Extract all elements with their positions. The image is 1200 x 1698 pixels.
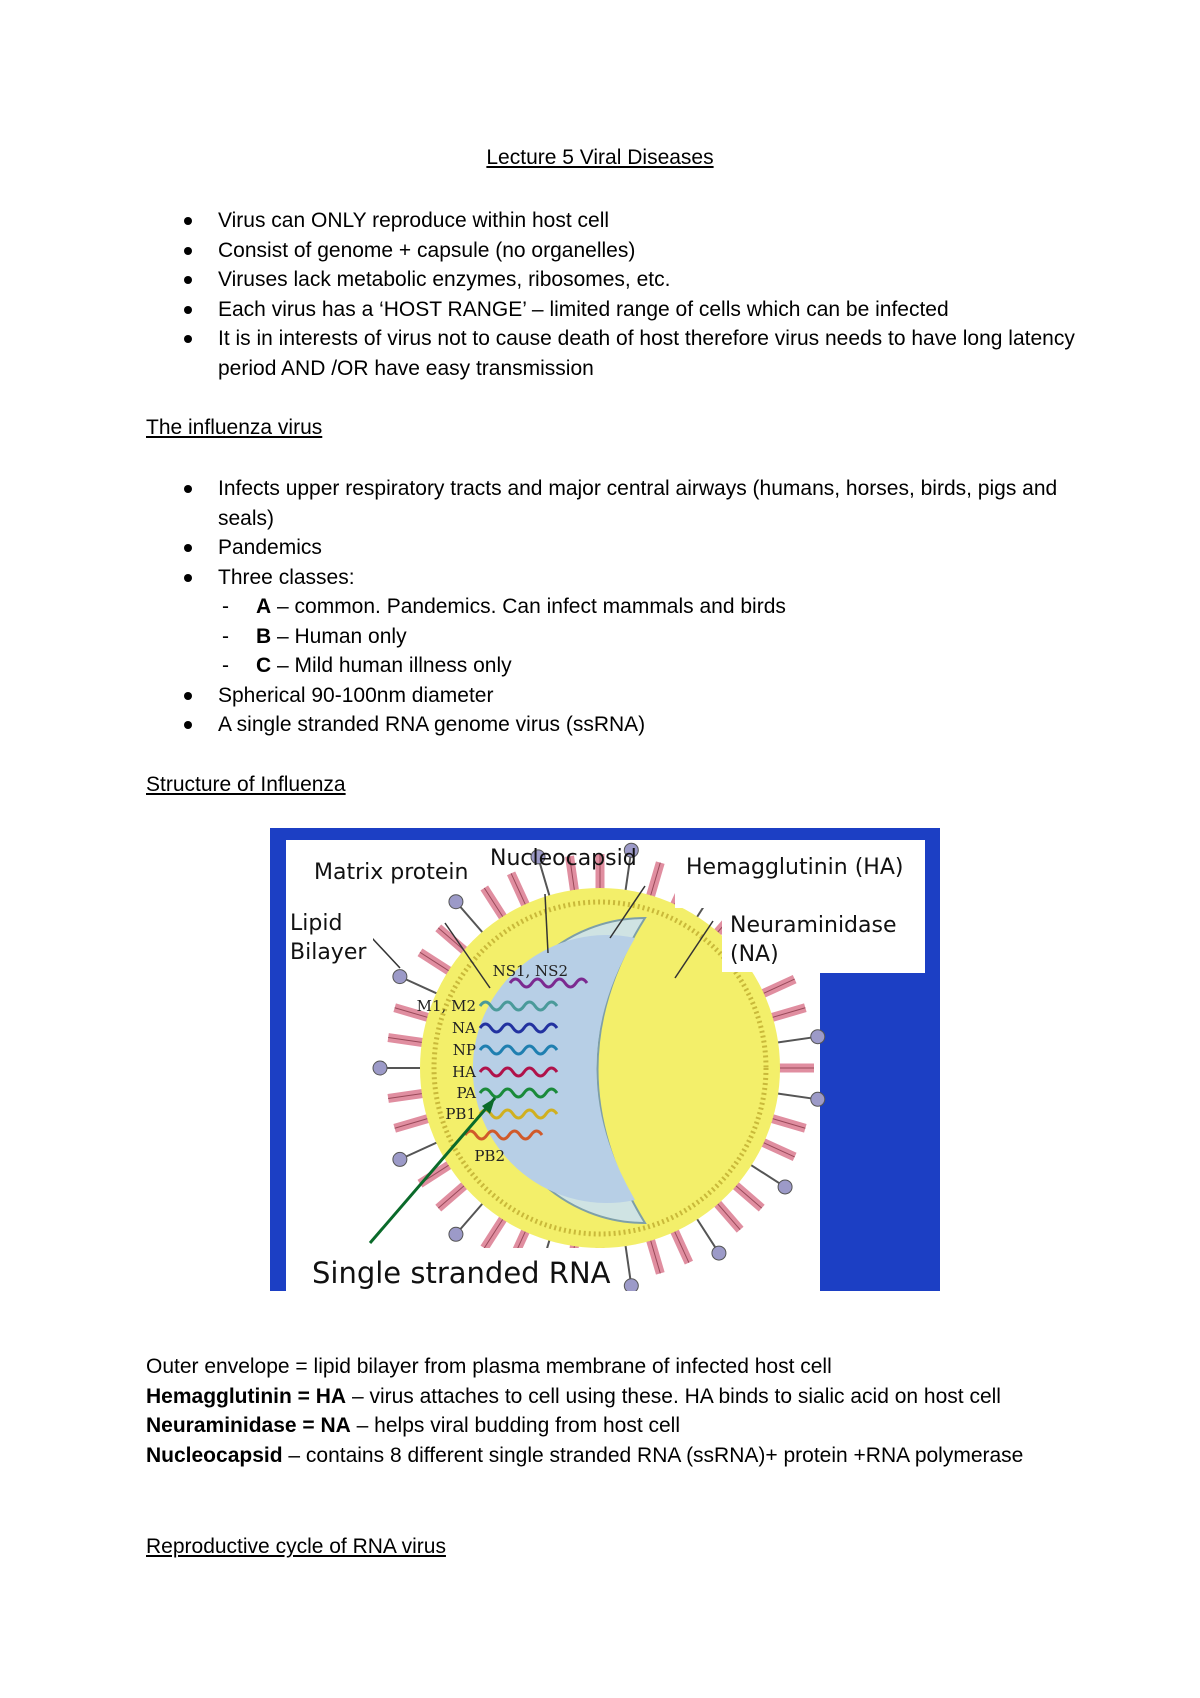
definitions-block: [146, 1352, 1146, 1470]
list-item: Each virus has a ‘HOST RANGE’ – limited range of cells which can be infected: [146, 295, 1086, 325]
label-single-stranded-rna: Single stranded RNA: [312, 1256, 611, 1290]
definition-text: – helps viral budding from host cell: [350, 1414, 680, 1438]
section-heading-influenza: The influenza virus: [146, 416, 323, 439]
list-item: It is in interests of virus not to cause death of host therefore virus needs to have long latency period AND /OR have easy transmission: [146, 324, 1086, 383]
label-hemagglutinin: Hemagglutinin (HA): [686, 855, 904, 880]
hemagglutinin-spike: [388, 1038, 428, 1044]
definition-neuraminidase: [146, 1411, 1146, 1441]
definition-hemagglutinin: [146, 1382, 1146, 1412]
definition-term: Neuraminidase = NA: [146, 1414, 351, 1438]
definition-text: Outer envelope = lipid bilayer from plasma membrane of infected host cell: [146, 1355, 832, 1378]
list-item: Three classes:: [146, 563, 1086, 593]
influenza-virus-diagram: [270, 828, 940, 1291]
definition-term: Hemagglutinin = HA: [146, 1384, 347, 1408]
intro-bullet-list: [146, 206, 1086, 383]
list-item: Consist of genome + capsule (no organelles): [146, 236, 1086, 266]
label-neuraminidase: Neuraminidase: [730, 913, 897, 938]
hemagglutinin-spike: [388, 1093, 428, 1099]
list-item: A single stranded RNA genome virus (ssRNA): [146, 710, 1086, 740]
class-item-a: [146, 592, 1086, 622]
frame-right-panel: [820, 973, 940, 1291]
list-item: Infects upper respiratory tracts and major central airways (humans, horses, birds, pigs and seals): [146, 474, 1086, 533]
definition-nucleocapsid: [146, 1441, 1146, 1471]
segment-label: HA: [452, 1063, 476, 1081]
section-heading-structure: Structure of Influenza: [146, 773, 346, 796]
frame-top: [270, 828, 940, 840]
list-item: Pandemics: [146, 533, 1086, 563]
list-item: Viruses lack metabolic enzymes, ribosomes, etc.: [146, 265, 1086, 295]
segment-label: NS1, NS2: [492, 962, 568, 980]
class-item-b: [146, 622, 1086, 652]
segment-label: NP: [452, 1041, 476, 1059]
segment-label: PA: [456, 1084, 476, 1102]
class-text: – Human only: [271, 624, 407, 648]
definition-outer-envelope: [146, 1352, 1146, 1382]
segment-label: NA: [452, 1019, 476, 1037]
label-nucleocapsid: Nucleocapsid: [490, 846, 637, 871]
class-item-c: [146, 651, 1086, 681]
definition-text: – virus attaches to cell using these. HA binds to sialic acid on host cell: [346, 1384, 1001, 1408]
page-title: Lecture 5 Viral Diseases: [486, 146, 714, 169]
list-item: Virus can ONLY reproduce within host cell: [146, 206, 1086, 236]
segment-label: PB1: [445, 1105, 476, 1123]
class-text: – common. Pandemics. Can infect mammals and birds: [271, 595, 786, 618]
influenza-bullet-list: [146, 474, 1086, 740]
class-letter: C: [256, 654, 272, 677]
segment-label: M1, M2: [416, 997, 476, 1015]
label-lipid: Lipid: [290, 911, 343, 936]
label-matrix-protein: Matrix protein: [314, 860, 469, 885]
section-heading-reproductive: Reproductive cycle of RNA virus: [146, 1535, 446, 1558]
label-na: (NA): [730, 942, 779, 967]
segment-label: PB2: [474, 1147, 505, 1165]
frame-left: [270, 828, 286, 1291]
definition-term: Nucleocapsid: [146, 1443, 283, 1467]
class-letter: B: [256, 624, 272, 648]
influenza-structure-figure: [270, 828, 940, 1291]
list-item: Spherical 90-100nm diameter: [146, 681, 1086, 711]
label-bilayer: Bilayer: [290, 940, 367, 965]
class-letter: A: [256, 595, 272, 618]
definition-text: – contains 8 different single stranded RNA (ssRNA)+ protein +RNA polymerase: [282, 1443, 1024, 1467]
class-text: – Mild human illness only: [271, 654, 512, 677]
